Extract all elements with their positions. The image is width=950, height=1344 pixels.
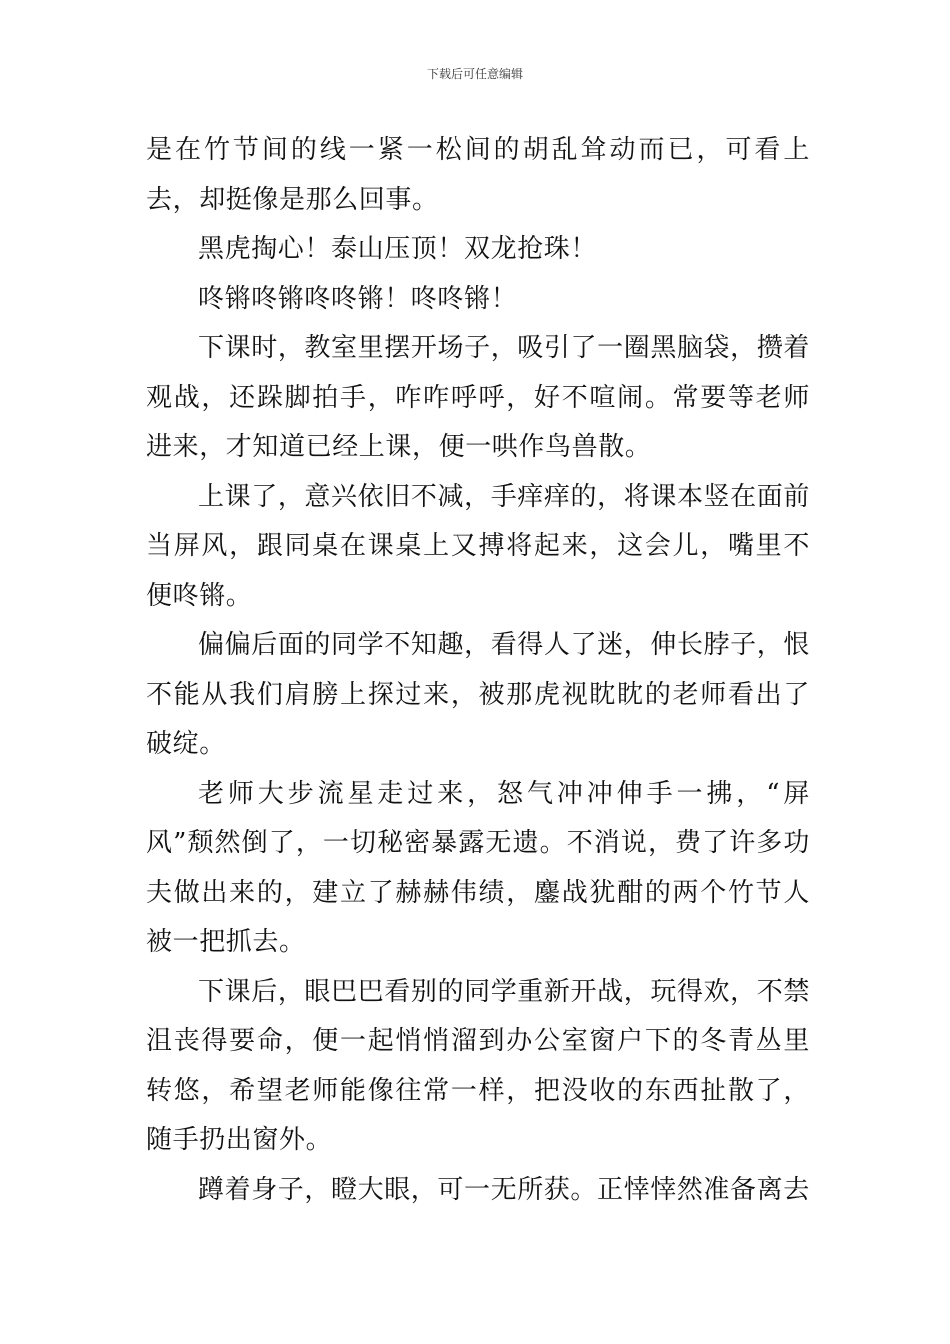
paragraph: 蹲着身子，瞪大眼，可一无所获。正悻悻然准备离去 — [198, 1174, 810, 1205]
paragraph: 黑虎掏心！泰山压顶！双龙抢珠！ — [198, 234, 598, 264]
paragraph: 下课后，眼巴巴看别的同学重新开战，玩得欢，不禁沮丧得要命，便一起悄悄溜到办公室窗户下的冬青丛里转悠，希望老师能像往常一样，把没收的东西扯散了，随手扔出窗外。 — [146, 976, 810, 1155]
paragraph: 是在竹节间的线一紧一松间的胡乱耸动而已，可看上去，却挺像是那么回事。 — [146, 135, 810, 215]
paragraph: 老师大步流星走过来，怒气冲冲伸手一拂，“屏风”颓然倒了，一切秘密暴露无遗。不消说，费了许多功夫做出来的，建立了赫赫伟绩，鏖战犹酣的两个竹节人被一把抓去。 — [146, 778, 810, 957]
page-header: 下载后可任意编辑 — [426, 67, 523, 81]
paragraph: 咚锵咚锵咚咚锵！咚咚锵！ — [198, 283, 518, 314]
body-text — [146, 126, 810, 1215]
paragraph: 下课时，教室里摆开场子，吸引了一圈黑脑袋，攒着观战，还跺脚拍手，咋咋呼呼，好不喧闹。常要等老师进来，才知道已经上课，便一哄作鸟兽散。 — [146, 333, 810, 462]
paragraph: 上课了，意兴依旧不减，手痒痒的，将课本竖在面前当屏风，跟同桌在课桌上又搏将起来，这会儿，嘴里不便咚锵。 — [146, 481, 810, 611]
paragraph: 偏偏后面的同学不知趣，看得人了迷，伸长脖子，恨不能从我们肩膀上探过来，被那虎视眈眈的老师看出了破绽。 — [146, 630, 810, 759]
